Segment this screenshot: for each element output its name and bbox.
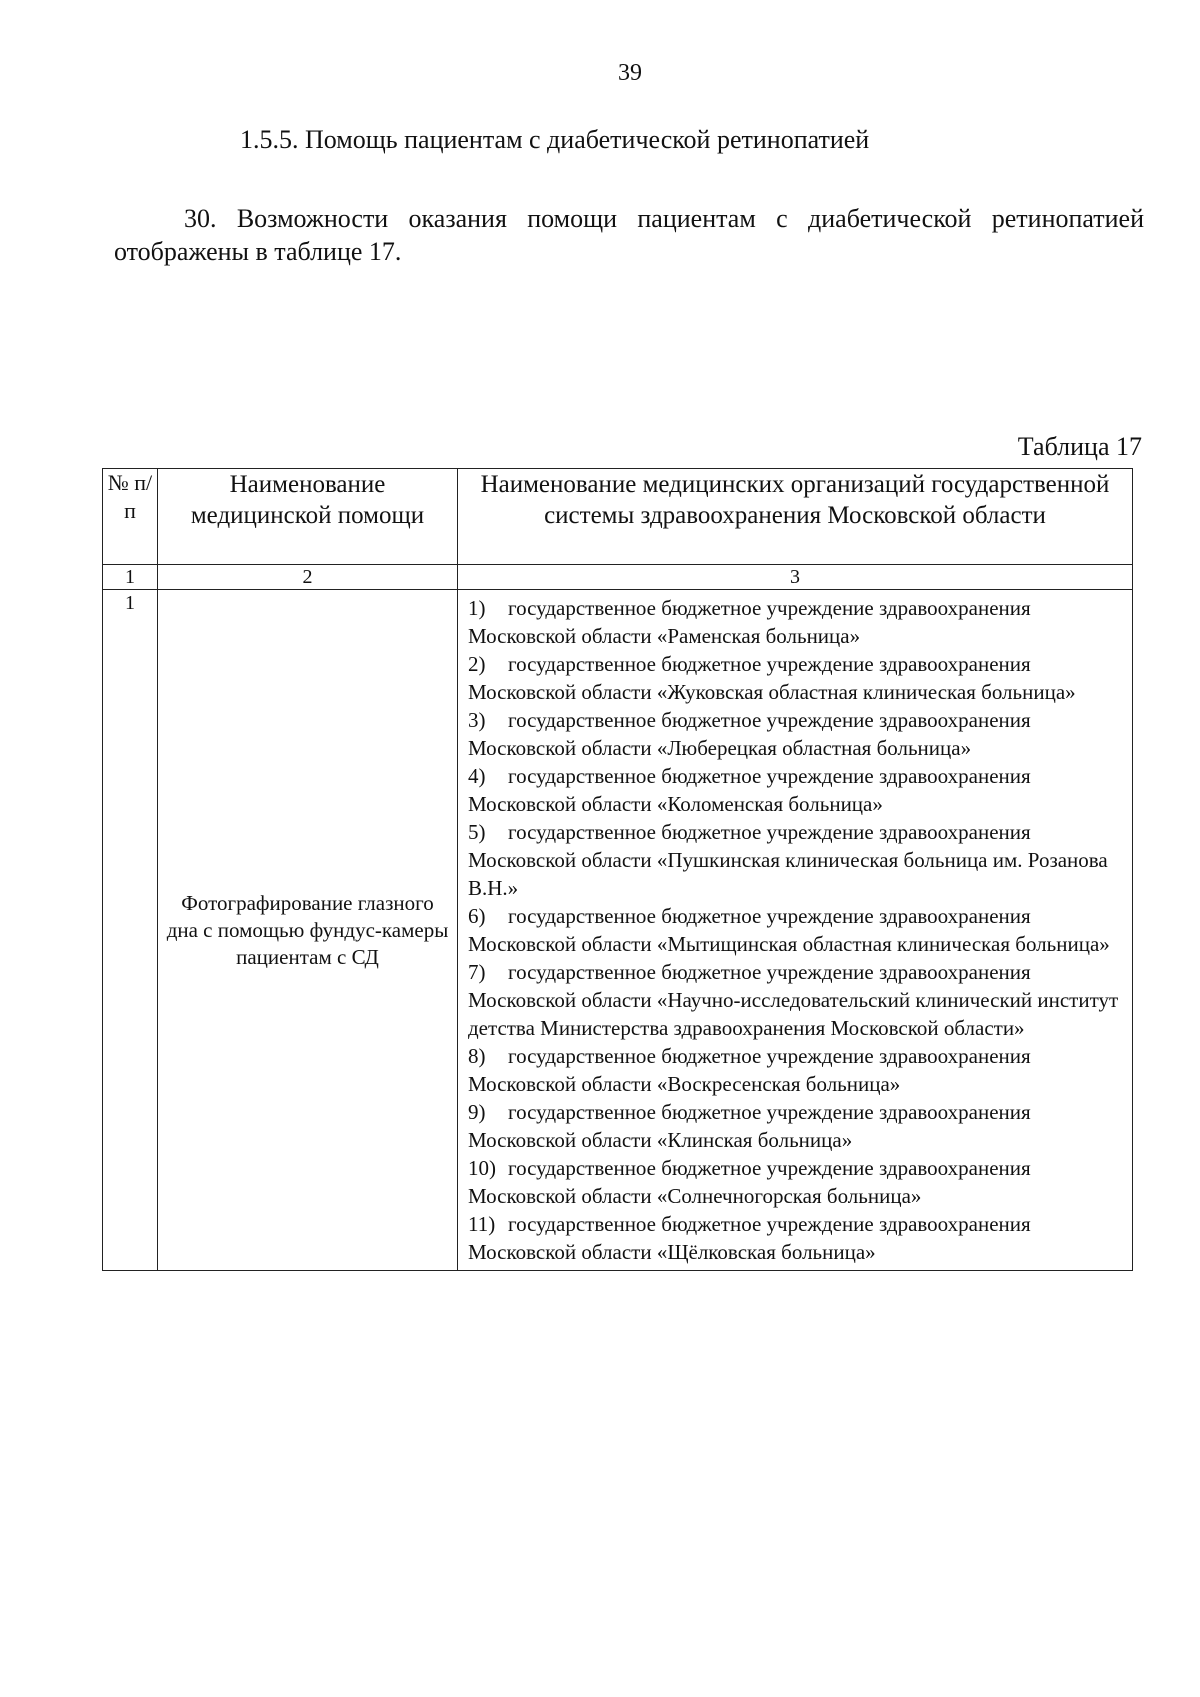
item-text: государственное бюджетное учреждение здравоохранения Московской области «Коломенская больница» [468, 764, 1031, 816]
list-item [468, 706, 1126, 762]
item-text: государственное бюджетное учреждение здравоохранения Московской области «Воскресенская больница» [468, 1044, 1031, 1096]
header-number: № п/п [103, 469, 158, 565]
page-number: 39 [618, 60, 642, 86]
column-number: 1 [103, 565, 158, 590]
item-number: 5) [468, 820, 486, 844]
item-number: 4) [468, 764, 486, 788]
paragraph-first-line: 30. Возможности оказания помощи пациентам с диабетической ретинопатией [184, 204, 1144, 233]
list-item [468, 902, 1126, 958]
item-number: 11) [468, 1212, 496, 1236]
item-number: 7) [468, 960, 486, 984]
list-item [468, 1042, 1126, 1098]
service-name: Фотографирование глазного дна с помощью фундус-камеры пациентам с СД [158, 590, 458, 1271]
list-item [468, 650, 1126, 706]
table-row [103, 590, 1133, 1271]
item-text: государственное бюджетное учреждение здравоохранения Московской области «Мытищинская областная клиническая больница» [468, 904, 1110, 956]
item-number: 8) [468, 1044, 486, 1068]
item-text: государственное бюджетное учреждение здравоохранения Московской области «Раменская больница» [468, 596, 1031, 648]
item-text: государственное бюджетное учреждение здравоохранения Московской области «Люберецкая областная больница» [468, 708, 1031, 760]
list-item [468, 762, 1126, 818]
item-number: 9) [468, 1100, 486, 1124]
header-organizations: Наименование медицинских организаций государственной системы здравоохранения Московской области [458, 469, 1133, 565]
list-item [468, 1098, 1126, 1154]
column-number: 3 [458, 565, 1133, 590]
item-number: 3) [468, 708, 486, 732]
item-number: 6) [468, 904, 486, 928]
column-number: 2 [158, 565, 458, 590]
table-header-row [103, 469, 1133, 565]
item-number: 2) [468, 652, 486, 676]
list-item [468, 1210, 1126, 1266]
list-item [468, 818, 1126, 902]
item-number: 1) [468, 596, 486, 620]
item-text: государственное бюджетное учреждение здравоохранения Московской области «Щёлковская больница» [468, 1212, 1031, 1264]
paragraph-second-line: отображены в таблице 17. [114, 237, 402, 266]
column-numbers-row [103, 565, 1133, 590]
item-text: государственное бюджетное учреждение здравоохранения Московской области «Пушкинская клиническая больница им. Розанова В.Н.» [468, 820, 1108, 900]
section-heading: 1.5.5. Помощь пациентам с диабетической ретинопатией [240, 125, 870, 154]
header-service: Наименование медицинской помощи [158, 469, 458, 565]
row-number: 1 [103, 590, 158, 1271]
table-caption: Таблица 17 [1017, 432, 1142, 461]
item-text: государственное бюджетное учреждение здравоохранения Московской области «Научно-исследовательский клинический институт детства Министерства здравоохранения Московской области» [468, 960, 1119, 1040]
item-text: государственное бюджетное учреждение здравоохранения Московской области «Солнечногорская больница» [468, 1156, 1031, 1208]
item-number: 10) [468, 1156, 496, 1180]
organizations-table [102, 468, 1133, 1271]
intro-paragraph [114, 202, 1144, 268]
list-item [468, 958, 1126, 1042]
item-text: государственное бюджетное учреждение здравоохранения Московской области «Клинская больница» [468, 1100, 1031, 1152]
list-item [468, 1154, 1126, 1210]
organizations-cell [458, 590, 1133, 1271]
list-item [468, 594, 1126, 650]
item-text: государственное бюджетное учреждение здравоохранения Московской области «Жуковская областная клиническая больница» [468, 652, 1076, 704]
